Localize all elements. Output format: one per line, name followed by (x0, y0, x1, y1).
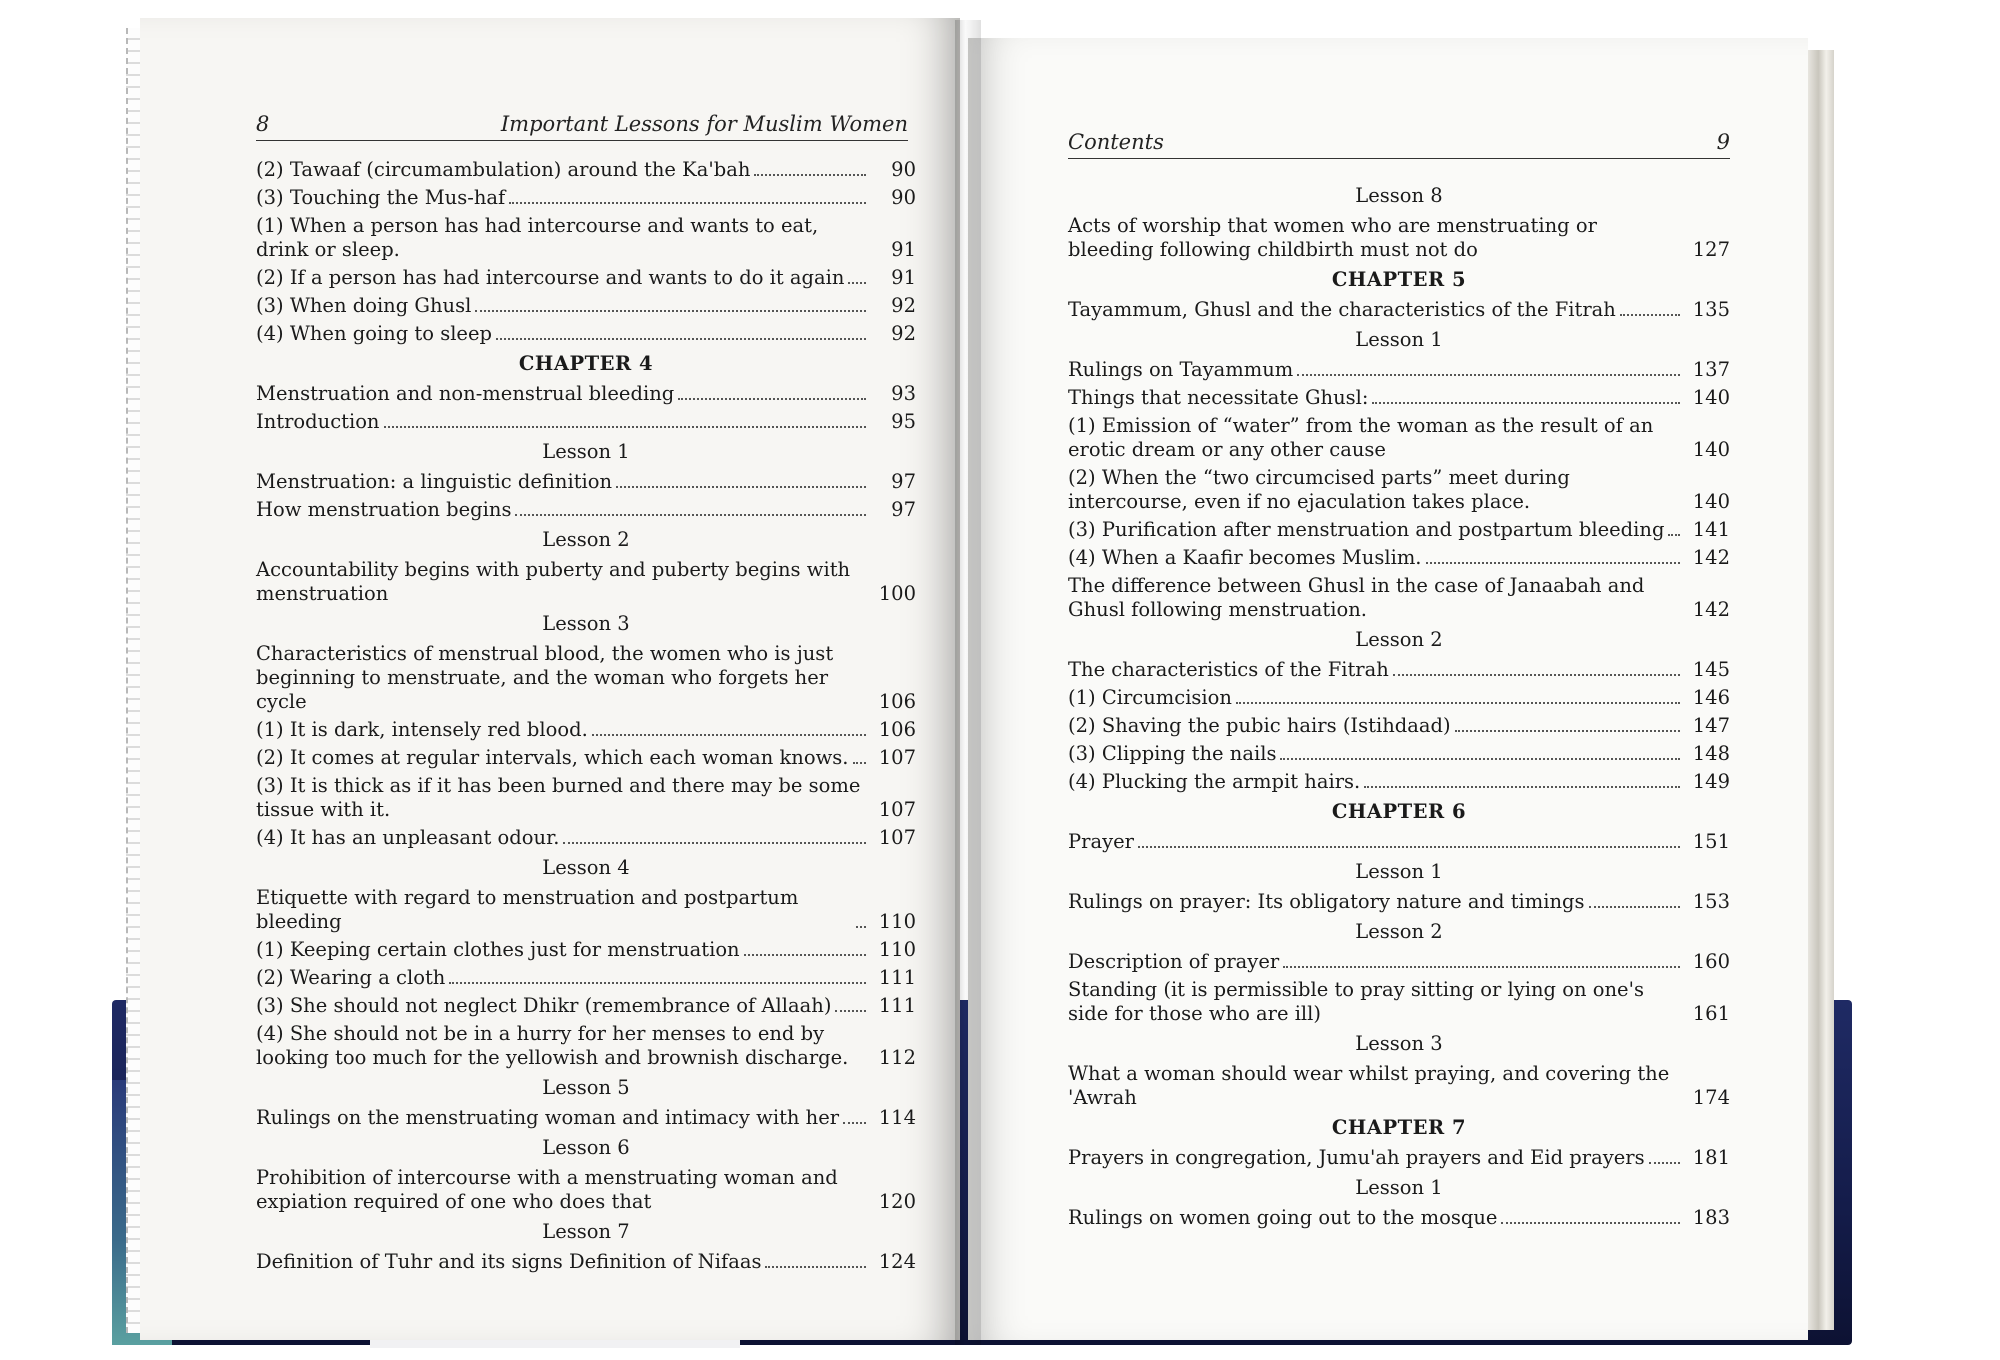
right-running-head (1068, 130, 1730, 159)
toc-entry[interactable] (256, 718, 916, 742)
toc-entry-page: 91 (891, 266, 916, 289)
lesson-heading: Lesson 1 (1355, 1176, 1443, 1199)
toc-entry-page: 91 (891, 238, 916, 261)
dot-leader (449, 982, 866, 984)
dot-leader (1283, 966, 1680, 968)
toc-entry-page: 140 (1692, 438, 1730, 461)
dot-leader (1236, 702, 1680, 704)
toc-entry-page: 142 (1692, 598, 1730, 621)
chapter-heading: CHAPTER 4 (518, 352, 654, 375)
toc-entry[interactable] (1068, 546, 1730, 570)
book-gutter (955, 20, 981, 1345)
dot-leader (1501, 1222, 1680, 1224)
toc-entry-page: 97 (891, 498, 916, 521)
toc-entry[interactable] (1068, 466, 1730, 514)
toc-entry[interactable] (256, 1250, 916, 1274)
toc-entry-title: The difference between Ghusl in the case of Janaabah and Ghusl following menstruation. (1068, 574, 1645, 621)
lesson-heading: Lesson 5 (542, 1076, 630, 1099)
toc-entry[interactable] (1068, 1206, 1730, 1230)
toc-entry-page: 145 (1692, 658, 1730, 681)
dot-leader (563, 842, 866, 844)
toc-entry[interactable] (1068, 1146, 1730, 1170)
toc-entry-title: Prohibition of intercourse with a menstruating woman and expiation required of one who does that (256, 1166, 838, 1213)
toc-entry-page: 114 (878, 1106, 916, 1129)
toc-entry-title: How menstruation begins (256, 498, 512, 521)
toc-entry-title: (2) If a person has had intercourse and wants to do it again (256, 266, 845, 289)
dot-leader (509, 202, 866, 204)
lesson-heading: Lesson 1 (1355, 328, 1443, 351)
dot-leader (853, 762, 866, 764)
toc-entry-page: 107 (878, 798, 916, 821)
toc-entry-title: Acts of worship that women who are menstruating or bleeding following childbirth must not do (1068, 214, 1597, 261)
toc-entry[interactable] (256, 826, 916, 850)
lesson-heading: Lesson 3 (1355, 1032, 1443, 1055)
toc-entry-title: (1) Keeping certain clothes just for menstruation (256, 938, 740, 961)
toc-entry[interactable] (256, 966, 916, 990)
right-page-edge (1808, 50, 1834, 1330)
left-toc (256, 158, 916, 1278)
right-section-title: Contents (1068, 130, 1164, 154)
chapter-heading: CHAPTER 7 (1331, 1116, 1467, 1139)
toc-entry[interactable] (256, 994, 916, 1018)
toc-entry-title: (3) Purification after menstruation and postpartum bleeding (1068, 518, 1665, 541)
dot-leader (1589, 906, 1680, 908)
toc-entry[interactable] (256, 410, 916, 434)
toc-entry-page: 97 (891, 470, 916, 493)
lesson-heading: Lesson 6 (542, 1136, 630, 1159)
dot-leader (754, 174, 866, 176)
dot-leader (856, 926, 866, 928)
dot-leader (848, 282, 866, 284)
toc-entry-title: (1) Emission of “water” from the woman as the result of an erotic dream or any other cause (1068, 414, 1654, 461)
lesson-heading: Lesson 8 (1355, 184, 1443, 207)
lesson-heading: Lesson 2 (1355, 920, 1443, 943)
right-page-number: 9 (1716, 130, 1730, 154)
lesson-heading: Lesson 3 (542, 612, 630, 635)
dot-leader (1620, 314, 1680, 316)
toc-entry[interactable] (256, 158, 916, 182)
toc-entry-title: Menstruation: a linguistic definition (256, 470, 613, 493)
toc-entry-title: (1) It is dark, intensely red blood. (256, 718, 588, 741)
dot-leader (1372, 402, 1680, 404)
toc-entry-page: 140 (1692, 490, 1730, 513)
toc-entry-page: 181 (1692, 1146, 1730, 1169)
lesson-heading: Lesson 4 (542, 856, 630, 879)
toc-entry[interactable] (1068, 574, 1730, 622)
dot-leader (616, 486, 866, 488)
toc-entry-title: (3) Touching the Mus-haf (256, 186, 506, 209)
toc-entry[interactable] (256, 746, 916, 770)
toc-entry-title: Description of prayer (1068, 950, 1280, 973)
dot-leader (1668, 534, 1680, 536)
toc-entry-title: Rulings on women going out to the mosque (1068, 1206, 1498, 1229)
toc-entry-title: (2) When the “two circumcised parts” meet during intercourse, even if no ejaculation takes place. (1068, 466, 1570, 513)
toc-entry-page: 106 (878, 690, 916, 713)
lesson-heading: Lesson 2 (542, 528, 630, 551)
left-running-head (256, 112, 908, 141)
lesson-heading: Lesson 7 (542, 1220, 630, 1243)
toc-entry-page: 147 (1692, 714, 1730, 737)
toc-entry-title: (2) Wearing a cloth (256, 966, 446, 989)
toc-entry[interactable] (1068, 214, 1730, 262)
toc-entry[interactable] (256, 558, 916, 606)
dot-leader (1649, 1162, 1680, 1164)
toc-entry[interactable] (256, 186, 916, 210)
toc-entry[interactable] (256, 774, 916, 822)
toc-entry[interactable] (1068, 358, 1730, 382)
toc-entry-page: 93 (891, 382, 916, 405)
dot-leader (835, 1010, 866, 1012)
toc-entry-page: 90 (891, 186, 916, 209)
toc-entry-page: 110 (878, 938, 916, 961)
toc-entry[interactable] (256, 1022, 916, 1070)
dot-leader (1393, 674, 1680, 676)
toc-entry-title: Prayers in congregation, Jumu'ah prayers and Eid prayers (1068, 1146, 1645, 1169)
toc-entry-title: Characteristics of menstrual blood, the women who is just beginning to menstruate, and the woman who forgets her cycle (256, 642, 834, 713)
toc-entry[interactable] (1068, 686, 1730, 710)
toc-entry[interactable] (256, 1166, 916, 1214)
toc-entry-title: Accountability begins with puberty and puberty begins with menstruation (256, 558, 851, 605)
dot-leader (1455, 730, 1680, 732)
toc-entry-page: 100 (878, 582, 916, 605)
toc-entry-title: Rulings on the menstruating woman and intimacy with her (256, 1106, 840, 1129)
lesson-heading: Lesson 2 (1355, 628, 1443, 651)
toc-entry-page: 95 (891, 410, 916, 433)
dot-leader (1426, 562, 1680, 564)
left-book-title: Important Lessons for Muslim Women (500, 112, 908, 136)
toc-entry-page: 112 (878, 1046, 916, 1069)
dot-leader (744, 954, 866, 956)
toc-entry-page: 153 (1692, 890, 1730, 913)
toc-entry[interactable] (1068, 830, 1730, 854)
toc-entry-page: 135 (1692, 298, 1730, 321)
toc-entry-title: (3) Clipping the nails (1068, 742, 1277, 765)
toc-entry-page: 140 (1692, 386, 1730, 409)
dot-leader (1138, 846, 1680, 848)
toc-entry[interactable] (256, 214, 916, 262)
toc-entry-title: Definition of Tuhr and its signs Definition of Nifaas (256, 1250, 762, 1273)
toc-entry[interactable] (1068, 714, 1730, 738)
toc-entry-page: 110 (878, 910, 916, 933)
toc-entry[interactable] (1068, 386, 1730, 410)
toc-entry-page: 111 (878, 966, 916, 989)
toc-entry-page: 92 (891, 322, 916, 345)
dot-leader (496, 338, 866, 340)
toc-entry-title: (2) It comes at regular intervals, which each woman knows. (256, 746, 849, 769)
toc-entry-title: Tayammum, Ghusl and the characteristics of the Fitrah (1068, 298, 1616, 321)
right-toc (1068, 178, 1730, 1234)
toc-entry[interactable] (256, 470, 916, 494)
toc-entry-page: 149 (1692, 770, 1730, 793)
dot-leader (592, 734, 866, 736)
toc-entry-title: Introduction (256, 410, 380, 433)
toc-entry-title: (3) She should not neglect Dhikr (remembrance of Allaah) (256, 994, 832, 1017)
toc-entry[interactable] (256, 266, 916, 290)
toc-entry-page: 127 (1692, 238, 1730, 261)
toc-entry-page: 120 (878, 1190, 916, 1213)
toc-entry-page: 146 (1692, 686, 1730, 709)
dot-leader (1364, 786, 1680, 788)
toc-entry-title: (4) Plucking the armpit hairs. (1068, 770, 1361, 793)
toc-entry[interactable] (256, 642, 916, 714)
toc-entry[interactable] (256, 382, 916, 406)
chapter-heading: CHAPTER 6 (1331, 800, 1467, 823)
dot-leader (1297, 374, 1680, 376)
dot-leader (515, 514, 866, 516)
toc-entry-title: Menstruation and non-menstrual bleeding (256, 382, 675, 405)
toc-entry-page: 111 (878, 994, 916, 1017)
toc-entry-title: The characteristics of the Fitrah (1068, 658, 1389, 681)
toc-entry-page: 106 (878, 718, 916, 741)
toc-entry-title: Rulings on Tayammum (1068, 358, 1294, 381)
toc-entry[interactable] (1068, 890, 1730, 914)
chapter-heading: CHAPTER 5 (1331, 268, 1467, 291)
dot-leader (475, 310, 866, 312)
toc-entry[interactable] (1068, 658, 1730, 682)
toc-entry-title: Rulings on prayer: Its obligatory nature and timings (1068, 890, 1585, 913)
toc-entry[interactable] (256, 322, 916, 346)
toc-entry[interactable] (256, 938, 916, 962)
toc-entry[interactable] (256, 498, 916, 522)
toc-entry-title: Standing (it is permissible to pray sitting or lying on one's side for those who are ill) (1068, 978, 1644, 1025)
toc-entry-page: 137 (1692, 358, 1730, 381)
toc-entry-page: 160 (1692, 950, 1730, 973)
lesson-heading: Lesson 1 (1355, 860, 1443, 883)
toc-entry-title: (1) When a person has had intercourse and wants to eat, drink or sleep. (256, 214, 819, 261)
toc-entry[interactable] (256, 886, 916, 934)
toc-entry-title: (3) When doing Ghusl (256, 294, 472, 317)
toc-entry-title: What a woman should wear whilst praying, and covering the 'Awrah (1068, 1062, 1670, 1109)
toc-entry-page: 90 (891, 158, 916, 181)
toc-entry[interactable] (1068, 770, 1730, 794)
toc-entry[interactable] (1068, 742, 1730, 766)
toc-entry[interactable] (1068, 298, 1730, 322)
toc-entry-title: Prayer (1068, 830, 1134, 853)
toc-entry-title: (3) It is thick as if it has been burned and there may be some tissue with it. (256, 774, 861, 821)
toc-entry-title: (4) When going to sleep (256, 322, 492, 345)
toc-entry-title: (4) When a Kaafir becomes Muslim. (1068, 546, 1422, 569)
dot-leader (843, 1122, 866, 1124)
toc-entry-page: 174 (1692, 1086, 1730, 1109)
toc-entry-title: Etiquette with regard to menstruation and postpartum bleeding (256, 886, 799, 933)
dot-leader (1280, 758, 1680, 760)
dot-leader (765, 1266, 866, 1268)
toc-entry-title: Things that necessitate Ghusl: (1068, 386, 1369, 409)
toc-entry-page: 107 (878, 746, 916, 769)
toc-entry[interactable] (256, 294, 916, 318)
toc-entry-page: 141 (1692, 518, 1730, 541)
toc-entry[interactable] (1068, 1062, 1730, 1110)
lesson-heading: Lesson 1 (542, 440, 630, 463)
toc-entry[interactable] (1068, 950, 1730, 974)
toc-entry-page: 124 (878, 1250, 916, 1273)
toc-entry-page: 183 (1692, 1206, 1730, 1229)
dot-leader (384, 426, 867, 428)
toc-entry-page: 151 (1692, 830, 1730, 853)
toc-entry[interactable] (256, 1106, 916, 1130)
dot-leader (678, 398, 866, 400)
toc-entry-page: 148 (1692, 742, 1730, 765)
toc-entry-page: 142 (1692, 546, 1730, 569)
toc-entry-title: (1) Circumcision (1068, 686, 1232, 709)
toc-entry-page: 161 (1692, 1002, 1730, 1025)
toc-entry-title: (2) Shaving the pubic hairs (Istihdaad) (1068, 714, 1451, 737)
toc-entry-page: 107 (878, 826, 916, 849)
toc-entry[interactable] (1068, 414, 1730, 462)
toc-entry[interactable] (1068, 978, 1730, 1026)
left-page-number: 8 (256, 112, 270, 136)
toc-entry[interactable] (1068, 518, 1730, 542)
toc-entry-title: (4) She should not be in a hurry for her menses to end by looking too much for the yellowish and brownish discharge. (256, 1022, 849, 1069)
toc-entry-page: 92 (891, 294, 916, 317)
toc-entry-title: (4) It has an unpleasant odour. (256, 826, 560, 849)
toc-entry-title: (2) Tawaaf (circumambulation) around the Ka'bah (256, 158, 751, 181)
